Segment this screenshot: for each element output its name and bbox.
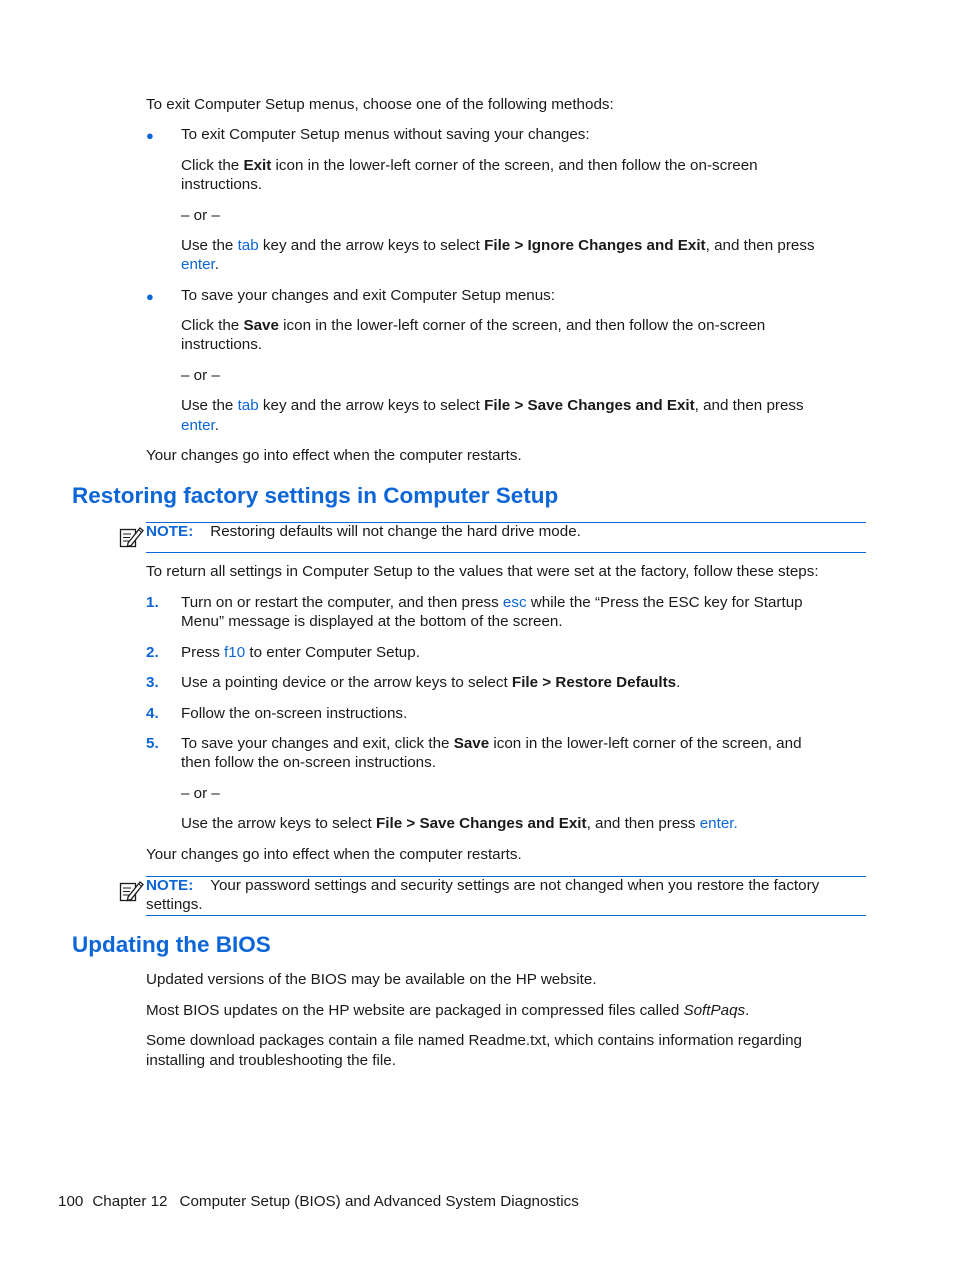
enter-key-link[interactable]: enter (699, 815, 734, 832)
tab-key-link[interactable]: tab (237, 237, 259, 254)
note-label: NOTE: (146, 877, 194, 894)
f10-key-link[interactable]: f10 (224, 644, 246, 661)
restore-outro: Your changes go into effect when the computer restarts. (146, 846, 522, 863)
step-number: 3. (146, 674, 159, 691)
note-label: NOTE: (146, 523, 194, 540)
step-number: 5. (146, 735, 159, 752)
step5-use-line: Use the arrow keys to select File > Save Changes and Exit, and then press enter. (181, 815, 738, 832)
bullet1-use-line2: enter. (181, 256, 220, 273)
bios-p1: Updated versions of the BIOS may be available on the HP website. (146, 971, 597, 988)
step5-line2: then follow the on-screen instructions. (181, 754, 436, 771)
bullet-dot-icon: ● (146, 128, 154, 143)
bullet1-click-line: Click the Exit icon in the lower-left corner of the screen, and then follow the on-screen (181, 157, 758, 174)
bios-p3-line1: Some download packages contain a file named Readme.txt, which contains information regarding (146, 1032, 802, 1049)
chapter-title: Computer Setup (BIOS) and Advanced System Diagnostics (179, 1193, 579, 1210)
note1-bottom-rule (146, 552, 866, 553)
step-number: 2. (146, 644, 159, 661)
step-number: 1. (146, 594, 159, 611)
bios-heading: Updating the BIOS (72, 932, 271, 957)
bullet2-use-line: Use the tab key and the arrow keys to select File > Save Changes and Exit, and then press (181, 397, 804, 414)
bios-p3-line2: installing and troubleshooting the file. (146, 1052, 396, 1069)
step-number: 4. (146, 705, 159, 722)
exit-outro: Your changes go into effect when the computer restarts. (146, 447, 522, 464)
step1-line1: Turn on or restart the computer, and then press esc while the “Press the ESC key for Startup (181, 594, 803, 611)
exit-intro: To exit Computer Setup menus, choose one of the following methods: (146, 96, 614, 113)
bullet2-or: – or – (181, 367, 220, 384)
restore-heading: Restoring factory settings in Computer Setup (72, 483, 559, 508)
bullet2-click-line: Click the Save icon in the lower-left corner of the screen, and then follow the on-screen (181, 317, 766, 334)
bullet2-text: To save your changes and exit Computer Setup menus: (181, 287, 555, 304)
bullet1-text: To exit Computer Setup menus without saving your changes: (181, 126, 590, 143)
step2-line: Press f10 to enter Computer Setup. (181, 644, 420, 661)
bios-p2: Most BIOS updates on the HP website are packaged in compressed files called SoftPaqs. (146, 1002, 750, 1019)
step1-line2: Menu” message is displayed at the bottom of the screen. (181, 613, 563, 630)
page-number: 100 (58, 1193, 84, 1210)
esc-key-link[interactable]: esc (502, 594, 527, 611)
restore-intro: To return all settings in Computer Setup to the values that were set at the factory, follow these steps: (146, 563, 819, 580)
note2-line1: NOTE: Your password settings and security settings are not changed when you restore the factory (146, 877, 820, 894)
enter-key-link[interactable]: enter (181, 256, 215, 273)
step5-line1: To save your changes and exit, click the Save icon in the lower-left corner of the screen, and (181, 735, 802, 752)
step3-line: Use a pointing device or the arrow keys to select File > Restore Defaults. (181, 674, 681, 691)
step4-line: Follow the on-screen instructions. (181, 705, 408, 722)
bullet2-use-line2: enter. (181, 417, 220, 434)
note2-bottom-rule (146, 915, 866, 916)
note2-line2: settings. (146, 896, 203, 913)
note-pencil-icon (119, 878, 145, 902)
bullet-dot-icon: ● (146, 289, 154, 304)
step5-or: – or – (181, 785, 220, 802)
note1: NOTE: Restoring defaults will not change the hard drive mode. (146, 523, 581, 540)
bullet1-use-line: Use the tab key and the arrow keys to select File > Ignore Changes and Exit, and then press (181, 237, 815, 254)
chapter-label: Chapter 12 (92, 1193, 168, 1210)
tab-key-link[interactable]: tab (237, 397, 259, 414)
enter-key-link[interactable]: enter (181, 417, 215, 434)
bullet1-click-line2: instructions. (181, 176, 263, 193)
bullet2-click-line2: instructions. (181, 336, 263, 353)
bullet1-or: – or – (181, 207, 220, 224)
page-footer (58, 1192, 579, 1211)
note-pencil-icon (119, 524, 145, 548)
